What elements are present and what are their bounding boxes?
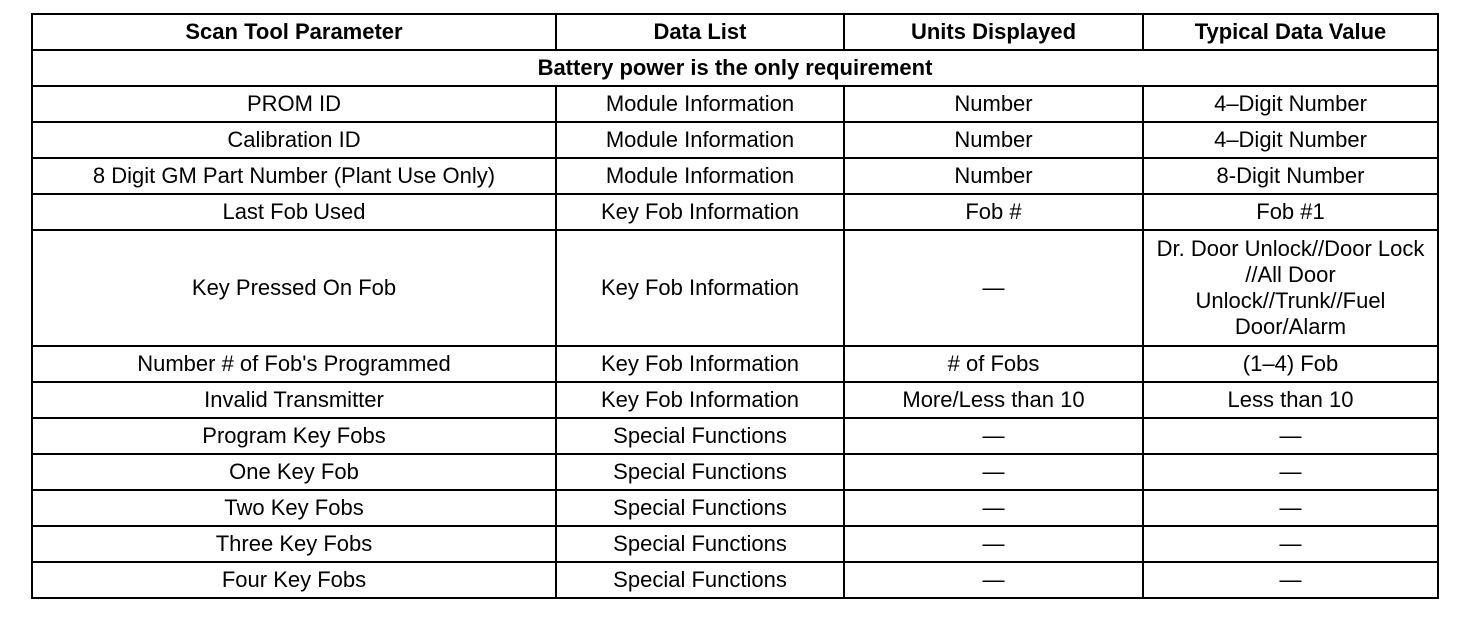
cell-typical-value: Fob #1	[1143, 194, 1438, 230]
cell-parameter: One Key Fob	[32, 454, 556, 490]
cell-parameter: Three Key Fobs	[32, 526, 556, 562]
header-data-list: Data List	[556, 14, 844, 50]
cell-data-list: Module Information	[556, 86, 844, 122]
cell-data-list: Module Information	[556, 122, 844, 158]
cell-data-list: Module Information	[556, 158, 844, 194]
cell-units: More/Less than 10	[844, 382, 1143, 418]
cell-typical-value: —	[1143, 526, 1438, 562]
cell-typical-value: —	[1143, 454, 1438, 490]
cell-parameter: Number # of Fob's Programmed	[32, 346, 556, 382]
cell-typical-value: 8-Digit Number	[1143, 158, 1438, 194]
table-row	[32, 158, 1438, 194]
header-scan-tool-parameter: Scan Tool Parameter	[32, 14, 556, 50]
scan-tool-data-table	[31, 13, 1439, 599]
cell-typical-value: (1–4) Fob	[1143, 346, 1438, 382]
cell-data-list: Special Functions	[556, 562, 844, 598]
cell-typical-value: —	[1143, 490, 1438, 526]
cell-units: Number	[844, 122, 1143, 158]
cell-data-list: Special Functions	[556, 454, 844, 490]
cell-units: —	[844, 526, 1143, 562]
cell-typical-value: 4–Digit Number	[1143, 86, 1438, 122]
table-row	[32, 418, 1438, 454]
cell-units: —	[844, 490, 1143, 526]
cell-data-list: Special Functions	[556, 526, 844, 562]
cell-parameter: PROM ID	[32, 86, 556, 122]
cell-units: # of Fobs	[844, 346, 1143, 382]
cell-typical-value: 4–Digit Number	[1143, 122, 1438, 158]
cell-data-list: Key Fob Information	[556, 382, 844, 418]
section-row	[32, 50, 1438, 86]
table-row	[32, 346, 1438, 382]
cell-parameter: Last Fob Used	[32, 194, 556, 230]
cell-typical-value: —	[1143, 418, 1438, 454]
cell-data-list: Key Fob Information	[556, 194, 844, 230]
header-row	[32, 14, 1438, 50]
cell-units: —	[844, 454, 1143, 490]
cell-typical-value: Dr. Door Unlock//Door Lock //All Door Unlock//Trunk//Fuel Door/Alarm	[1143, 230, 1438, 346]
cell-data-list: Special Functions	[556, 490, 844, 526]
cell-typical-value: —	[1143, 562, 1438, 598]
cell-data-list: Key Fob Information	[556, 230, 844, 346]
cell-typical-value: Less than 10	[1143, 382, 1438, 418]
cell-units: Fob #	[844, 194, 1143, 230]
table-row	[32, 490, 1438, 526]
table-row	[32, 562, 1438, 598]
header-units-displayed: Units Displayed	[844, 14, 1143, 50]
table-row	[32, 526, 1438, 562]
table-row	[32, 382, 1438, 418]
cell-data-list: Key Fob Information	[556, 346, 844, 382]
cell-units: —	[844, 230, 1143, 346]
table-row	[32, 86, 1438, 122]
cell-parameter: Two Key Fobs	[32, 490, 556, 526]
cell-parameter: Four Key Fobs	[32, 562, 556, 598]
cell-parameter: Key Pressed On Fob	[32, 230, 556, 346]
table-row	[32, 122, 1438, 158]
table-row	[32, 194, 1438, 230]
table-row	[32, 454, 1438, 490]
section-label: Battery power is the only requirement	[32, 50, 1438, 86]
cell-data-list: Special Functions	[556, 418, 844, 454]
table-row	[32, 230, 1438, 346]
cell-parameter: 8 Digit GM Part Number (Plant Use Only)	[32, 158, 556, 194]
cell-units: —	[844, 418, 1143, 454]
cell-parameter: Invalid Transmitter	[32, 382, 556, 418]
cell-parameter: Calibration ID	[32, 122, 556, 158]
cell-units: Number	[844, 158, 1143, 194]
cell-parameter: Program Key Fobs	[32, 418, 556, 454]
cell-units: Number	[844, 86, 1143, 122]
header-typical-data-value: Typical Data Value	[1143, 14, 1438, 50]
cell-units: —	[844, 562, 1143, 598]
